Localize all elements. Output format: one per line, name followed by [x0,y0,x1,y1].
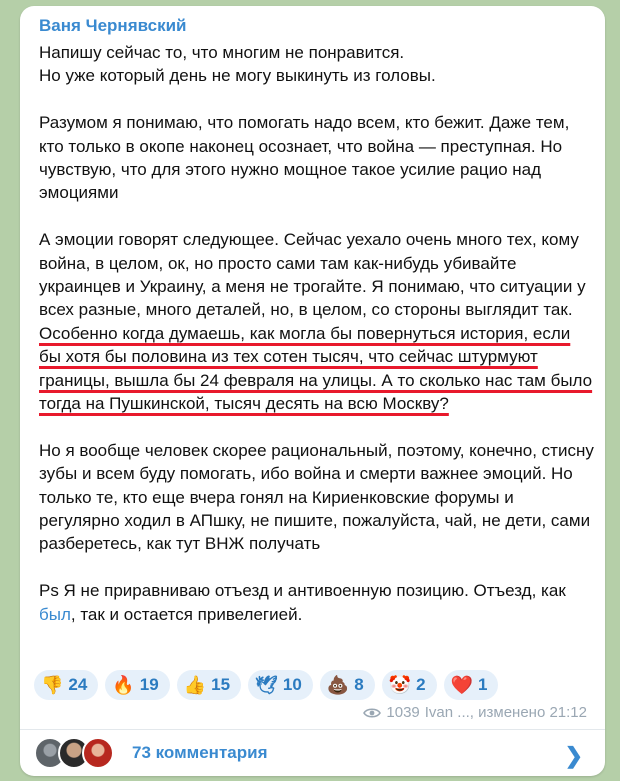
reaction-clown[interactable] [382,670,437,700]
paragraph: Разумом я понимаю, что помогать надо всем, кто бежит. Даже тем, кто только в окопе наконец осознает, что война — преступная. Но чувствую, что для этого нужно мощное такое усилие рацио над эмоциями [39,113,570,203]
paragraph: Но я вообще человек скорее рациональный, поэтому, конечно, стисну зубы и всем буду помогать, ибо война и смерти важнее эмоций. Но только те, кто еще вчера гонял на Кириенковские форумы и регулярно ходил в АПшку, не пишите, пожалуйста, чай, не дети, сами разберетесь, как тут ВНЖ получать [39,440,594,554]
reaction-count: 2 [416,675,426,694]
paragraph-text: , так и остается привелегией. [70,604,303,624]
poop-icon: 💩 [326,675,350,695]
reaction-dove[interactable] [248,670,313,700]
dove-icon: 🕊 [255,675,278,695]
eye-icon [363,707,381,719]
heart-icon: ❤️ [450,675,474,695]
view-count: 1039 [386,704,420,721]
reaction-heart[interactable] [444,670,499,700]
reaction-thumbs-up[interactable] [177,670,241,700]
paragraph: Напишу сейчас то, что многим не понравится. Но уже который день не могу выкинуть из головы. [39,43,436,86]
signature-edited: Ivan ..., изменено 21:12 [424,704,587,721]
underlined-highlight: Особенно когда думаешь, как могла бы повернуться история, если бы хотя бы половина из тех сотен тысяч, что сейчас штурмуют границы, вышла бы 24 февраля на улицы. А то сколько нас там было тогда на Пушкинской, тысяч десять на всю Москву? [39,323,593,414]
reaction-count: 19 [139,675,159,694]
message-text [39,41,594,626]
reaction-count: 8 [354,675,364,694]
clown-icon: 🤡 [388,675,412,695]
reaction-count: 15 [211,675,231,694]
reactions-bar [34,670,498,700]
reaction-count: 10 [282,675,302,694]
author-name[interactable]: Ваня Чернявский [39,16,187,35]
chevron-right-icon: ❯ [564,743,583,768]
avatar [82,737,114,769]
reaction-fire[interactable] [105,670,169,700]
reaction-count: 24 [68,675,88,694]
paragraph-text: Ps Я не приравниваю отъезд и антивоенную позицию. Отъезд, как [39,581,566,601]
comments-button[interactable] [20,730,605,776]
inline-link[interactable]: был [39,604,71,624]
fire-icon: 🔥 [112,675,135,695]
message-meta [363,704,587,721]
thumbs-up-icon: 👍 [183,675,207,695]
paragraph [39,579,594,626]
message-bubble [20,6,605,776]
thumbs-down-icon: 👎 [41,675,64,695]
paragraph [39,228,594,415]
reaction-thumbs-down[interactable] [34,670,98,700]
reaction-poop[interactable] [320,670,375,700]
paragraph-text: А эмоции говорят следующее. Сейчас уехало очень много тех, кому война, в целом, ок, но просто сами там как-нибудь убивайте украинцев и Украину, а меня не трогайте. Я понимаю, что ситуации у всех разные, много деталей, но, в целом, со стороны выглядит так. [39,230,586,320]
comments-count-label: 73 комментария [132,743,268,762]
commenter-avatars [34,737,106,769]
reaction-count: 1 [478,675,488,694]
